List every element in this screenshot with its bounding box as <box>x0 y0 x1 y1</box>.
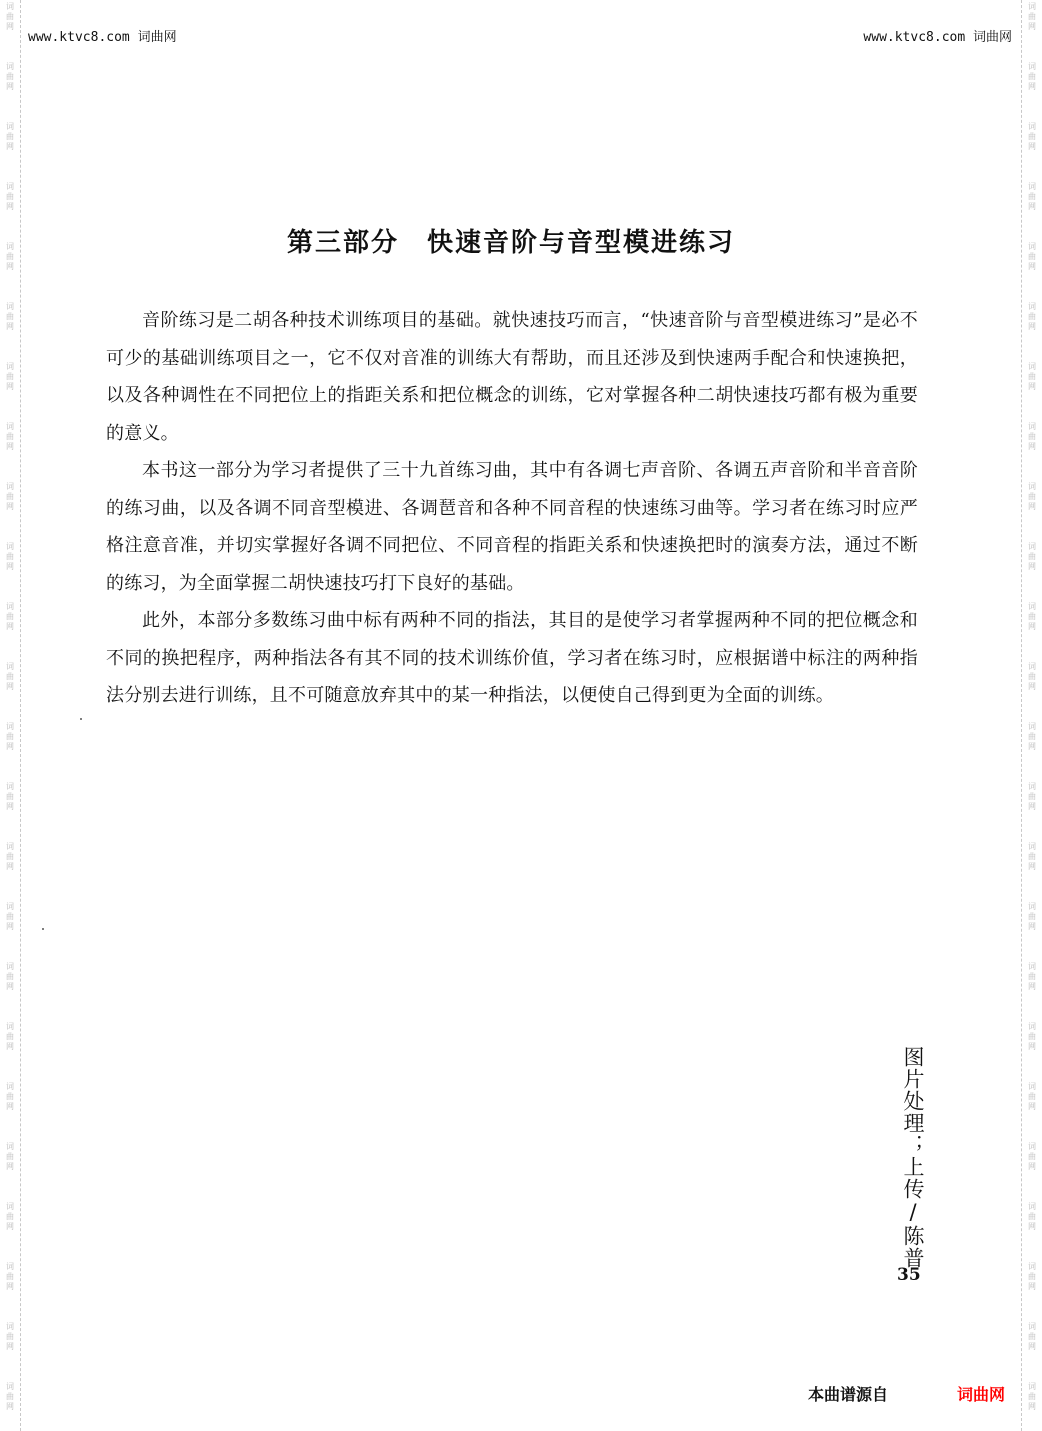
watermark-stamp-left <box>0 482 20 512</box>
watermark-glyph: 词 <box>1028 302 1036 311</box>
watermark-glyph: 词 <box>6 2 14 11</box>
watermark-glyph: 曲 <box>6 1212 14 1221</box>
watermark-glyph: 曲 <box>6 492 14 501</box>
watermark-glyph: 曲 <box>1028 1272 1036 1281</box>
watermark-stamp-right <box>1022 902 1042 932</box>
watermark-glyph: 网 <box>6 1282 14 1291</box>
watermark-glyph: 网 <box>1028 1282 1036 1291</box>
watermark-glyph: 词 <box>1028 1262 1036 1271</box>
watermark-glyph: 词 <box>1028 962 1036 971</box>
watermark-glyph: 曲 <box>1028 1392 1036 1401</box>
watermark-glyph: 曲 <box>1028 612 1036 621</box>
watermark-stamp-right <box>1022 842 1042 872</box>
watermark-stamp-left <box>0 662 20 692</box>
watermark-glyph: 网 <box>6 202 14 211</box>
watermark-glyph: 网 <box>6 1222 14 1231</box>
watermark-glyph: 词 <box>1028 122 1036 131</box>
header-site-left: www.ktvc8.com 词曲网 <box>28 30 177 45</box>
watermark-glyph: 曲 <box>6 792 14 801</box>
watermark-glyph: 曲 <box>1028 852 1036 861</box>
watermark-stamp-left <box>0 362 20 392</box>
watermark-glyph: 曲 <box>1028 192 1036 201</box>
scan-speck <box>80 718 82 720</box>
watermark-stamp-right <box>1022 2 1042 32</box>
watermark-glyph: 曲 <box>6 912 14 921</box>
paragraph-3: 此外，本部分多数练习曲中标有两种不同的指法，其目的是使学习者掌握两种不同的把位概念和不同的换把程序，两种指法各有其不同的技术训练价值，学习者在练习时，应根据谱中标注的两种指法分别去进行训练，且不可随意放弃其中的某一种指法，以便使自己得到更为全面的训练。 <box>106 610 918 706</box>
watermark-glyph: 曲 <box>6 852 14 861</box>
watermark-stamp-right <box>1022 122 1042 152</box>
watermark-glyph: 曲 <box>1028 492 1036 501</box>
scan-speck <box>42 928 44 930</box>
watermark-glyph: 词 <box>1028 542 1036 551</box>
watermark-glyph: 网 <box>1028 82 1036 91</box>
watermark-glyph: 曲 <box>1028 1212 1036 1221</box>
watermark-glyph: 曲 <box>1028 252 1036 261</box>
watermark-stamp-right <box>1022 1382 1042 1412</box>
watermark-glyph: 网 <box>6 442 14 451</box>
watermark-glyph: 词 <box>6 1142 14 1151</box>
watermark-stamp-right <box>1022 482 1042 512</box>
watermark-glyph: 词 <box>6 1022 14 1031</box>
watermark-glyph: 词 <box>6 602 14 611</box>
watermark-stamp-left <box>0 602 20 632</box>
watermark-glyph: 词 <box>6 1082 14 1091</box>
watermark-glyph: 曲 <box>6 1392 14 1401</box>
watermark-glyph: 词 <box>1028 242 1036 251</box>
watermark-glyph: 曲 <box>6 132 14 141</box>
watermark-glyph: 网 <box>6 622 14 631</box>
watermark-glyph: 网 <box>1028 922 1036 931</box>
watermark-glyph: 词 <box>1028 1322 1036 1331</box>
watermark-glyph: 曲 <box>6 1032 14 1041</box>
watermark-glyph: 词 <box>6 842 14 851</box>
watermark-stamp-right <box>1022 1022 1042 1052</box>
watermark-glyph: 词 <box>1028 2 1036 11</box>
watermark-glyph: 网 <box>6 262 14 271</box>
page-number: 35 <box>897 1265 921 1285</box>
watermark-glyph: 曲 <box>1028 1092 1036 1101</box>
watermark-glyph: 曲 <box>6 552 14 561</box>
watermark-stamp-right <box>1022 1202 1042 1232</box>
watermark-glyph: 曲 <box>1028 132 1036 141</box>
header-site-right: www.ktvc8.com 词曲网 <box>863 30 1012 45</box>
watermark-stamp-left <box>0 962 20 992</box>
watermark-stamp-right <box>1022 722 1042 752</box>
watermark-stamp-right <box>1022 1322 1042 1352</box>
watermark-glyph: 网 <box>6 82 14 91</box>
watermark-glyph: 词 <box>6 62 14 71</box>
watermark-glyph: 网 <box>1028 1342 1036 1351</box>
watermark-glyph: 网 <box>6 802 14 811</box>
watermark-glyph: 曲 <box>1028 732 1036 741</box>
watermark-glyph: 曲 <box>6 1272 14 1281</box>
watermark-stamp-right <box>1022 422 1042 452</box>
article-body <box>106 302 918 715</box>
watermark-glyph: 网 <box>1028 262 1036 271</box>
watermark-glyph: 曲 <box>1028 372 1036 381</box>
watermark-stamp-right <box>1022 62 1042 92</box>
watermark-glyph: 曲 <box>6 432 14 441</box>
watermark-glyph: 词 <box>1028 902 1036 911</box>
watermark-glyph: 网 <box>6 1102 14 1111</box>
watermark-glyph: 曲 <box>6 732 14 741</box>
watermark-glyph: 词 <box>1028 422 1036 431</box>
watermark-glyph: 曲 <box>1028 312 1036 321</box>
watermark-stamp-right <box>1022 242 1042 272</box>
watermark-glyph: 曲 <box>6 12 14 21</box>
watermark-glyph: 词 <box>1028 602 1036 611</box>
watermark-stamp-left <box>0 302 20 332</box>
watermark-stamp-right <box>1022 1142 1042 1172</box>
watermark-glyph: 词 <box>6 1202 14 1211</box>
watermark-glyph: 曲 <box>1028 1332 1036 1341</box>
watermark-glyph: 曲 <box>1028 792 1036 801</box>
watermark-glyph: 网 <box>6 1342 14 1351</box>
watermark-stamp-right <box>1022 962 1042 992</box>
watermark-glyph: 词 <box>1028 62 1036 71</box>
watermark-glyph: 网 <box>6 742 14 751</box>
watermark-glyph: 词 <box>1028 842 1036 851</box>
watermark-glyph: 曲 <box>1028 912 1036 921</box>
watermark-stamp-right <box>1022 1082 1042 1112</box>
watermark-stamp-right <box>1022 362 1042 392</box>
watermark-stamp-left <box>0 722 20 752</box>
watermark-glyph: 网 <box>1028 1042 1036 1051</box>
watermark-stamp-left <box>0 242 20 272</box>
watermark-glyph: 网 <box>1028 562 1036 571</box>
watermark-glyph: 网 <box>1028 622 1036 631</box>
watermark-glyph: 曲 <box>6 372 14 381</box>
watermark-glyph: 曲 <box>6 312 14 321</box>
watermark-glyph: 曲 <box>1028 432 1036 441</box>
watermark-glyph: 词 <box>1028 662 1036 671</box>
watermark-glyph: 曲 <box>1028 1032 1036 1041</box>
watermark-glyph: 网 <box>1028 742 1036 751</box>
watermark-glyph: 曲 <box>1028 1152 1036 1161</box>
watermark-glyph: 词 <box>6 662 14 671</box>
watermark-stamp-left <box>0 62 20 92</box>
watermark-glyph: 词 <box>6 902 14 911</box>
watermark-glyph: 网 <box>1028 1102 1036 1111</box>
watermark-stamp-right <box>1022 782 1042 812</box>
watermark-glyph: 网 <box>6 1042 14 1051</box>
watermark-glyph: 曲 <box>6 672 14 681</box>
watermark-glyph: 曲 <box>6 72 14 81</box>
watermark-stamp-left <box>0 1202 20 1232</box>
watermark-glyph: 网 <box>1028 322 1036 331</box>
watermark-glyph: 网 <box>1028 862 1036 871</box>
watermark-glyph: 网 <box>1028 142 1036 151</box>
watermark-stamp-right <box>1022 662 1042 692</box>
paragraph-1: 音阶练习是二胡各种技术训练项目的基础。就快速技巧而言，“快速音阶与音型模进练习”是必不可少的基础训练项目之一，它不仅对音准的训练大有帮助，而且还涉及到快速两手配合和快速换把，以及各种调性在不同把位上的指距关系和把位概念的训练，它对掌握各种二胡快速技巧都有极为重要的意义。 <box>106 310 918 444</box>
watermark-glyph: 网 <box>6 922 14 931</box>
watermark-glyph: 词 <box>6 962 14 971</box>
watermark-stamp-left <box>0 1022 20 1052</box>
watermark-stamp-left <box>0 782 20 812</box>
watermark-glyph: 曲 <box>6 192 14 201</box>
watermark-glyph: 曲 <box>6 1332 14 1341</box>
watermark-glyph: 词 <box>1028 1022 1036 1031</box>
watermark-glyph: 网 <box>1028 22 1036 31</box>
watermark-glyph: 词 <box>6 542 14 551</box>
watermark-glyph: 网 <box>1028 1222 1036 1231</box>
watermark-glyph: 词 <box>6 422 14 431</box>
watermark-glyph: 曲 <box>6 612 14 621</box>
watermark-stamp-left <box>0 122 20 152</box>
watermark-stamp-right <box>1022 1262 1042 1292</box>
watermark-glyph: 网 <box>1028 1402 1036 1411</box>
watermark-glyph: 网 <box>6 562 14 571</box>
watermark-glyph: 曲 <box>1028 972 1036 981</box>
watermark-stamp-left <box>0 182 20 212</box>
paragraph-2: 本书这一部分为学习者提供了三十九首练习曲，其中有各调七声音阶、各调五声音阶和半音音阶的练习曲，以及各调不同音型模进、各调琶音和各种不同音程的快速练习曲等。学习者在练习时应严格注意音准，并切实掌握好各调不同把位、不同音程的指距关系和快速换把时的演奏方法，通过不断的练习，为全面掌握二胡快速技巧打下良好的基础。 <box>106 460 918 594</box>
watermark-glyph: 曲 <box>1028 552 1036 561</box>
watermark-glyph: 网 <box>1028 442 1036 451</box>
watermark-glyph: 词 <box>6 242 14 251</box>
watermark-glyph: 网 <box>1028 1162 1036 1171</box>
watermark-stamp-right <box>1022 182 1042 212</box>
watermark-glyph: 词 <box>6 782 14 791</box>
watermark-stamp-left <box>0 1322 20 1352</box>
watermark-glyph: 网 <box>1028 682 1036 691</box>
watermark-glyph: 词 <box>1028 482 1036 491</box>
watermark-stamp-left <box>0 902 20 932</box>
watermark-stamp-left <box>0 1382 20 1412</box>
watermark-glyph: 词 <box>1028 1082 1036 1091</box>
watermark-glyph: 网 <box>6 982 14 991</box>
watermark-glyph: 词 <box>6 722 14 731</box>
watermark-glyph: 词 <box>6 1322 14 1331</box>
watermark-glyph: 词 <box>1028 1202 1036 1211</box>
watermark-glyph: 网 <box>6 382 14 391</box>
watermark-glyph: 词 <box>6 482 14 491</box>
watermark-stamp-left <box>0 1142 20 1172</box>
watermark-glyph: 词 <box>6 182 14 191</box>
watermark-glyph: 网 <box>1028 382 1036 391</box>
watermark-glyph: 网 <box>1028 982 1036 991</box>
watermark-glyph: 网 <box>1028 502 1036 511</box>
watermark-glyph: 网 <box>1028 802 1036 811</box>
watermark-glyph: 曲 <box>1028 72 1036 81</box>
watermark-stamp-right <box>1022 302 1042 332</box>
watermark-glyph: 词 <box>6 302 14 311</box>
watermark-glyph: 曲 <box>6 252 14 261</box>
watermark-glyph: 网 <box>6 322 14 331</box>
watermark-glyph: 网 <box>6 502 14 511</box>
watermark-glyph: 词 <box>6 122 14 131</box>
watermark-glyph: 曲 <box>6 972 14 981</box>
watermark-stamp-left <box>0 842 20 872</box>
watermark-stamp-left <box>0 422 20 452</box>
watermark-stamp-right <box>1022 602 1042 632</box>
watermark-glyph: 曲 <box>6 1152 14 1161</box>
watermark-glyph: 词 <box>1028 1382 1036 1391</box>
watermark-glyph: 网 <box>6 142 14 151</box>
watermark-stamp-left <box>0 1262 20 1292</box>
watermark-glyph: 词 <box>1028 362 1036 371</box>
watermark-glyph: 网 <box>6 682 14 691</box>
watermark-glyph: 词 <box>6 1382 14 1391</box>
watermark-glyph: 网 <box>6 1162 14 1171</box>
watermark-glyph: 词 <box>1028 722 1036 731</box>
watermark-glyph: 词 <box>6 362 14 371</box>
watermark-glyph: 网 <box>6 22 14 31</box>
watermark-stamp-left <box>0 1082 20 1112</box>
watermark-glyph: 词 <box>1028 782 1036 791</box>
watermark-glyph: 曲 <box>1028 12 1036 21</box>
watermark-stamp-left <box>0 542 20 572</box>
watermark-stamp-right <box>1022 542 1042 572</box>
watermark-glyph: 词 <box>1028 182 1036 191</box>
watermark-glyph: 网 <box>6 862 14 871</box>
source-site-link[interactable]: 词曲网 <box>957 1385 1006 1404</box>
upload-credit: 图片处理；上传/陈普 <box>901 1046 925 1269</box>
watermark-glyph: 网 <box>1028 202 1036 211</box>
watermark-stamp-left <box>0 2 20 32</box>
source-label: 本曲谱源自 <box>808 1385 889 1404</box>
watermark-glyph: 网 <box>6 1402 14 1411</box>
watermark-glyph: 词 <box>6 1262 14 1271</box>
watermark-glyph: 曲 <box>1028 672 1036 681</box>
watermark-glyph: 词 <box>1028 1142 1036 1151</box>
page-title: 第三部分 快速音阶与音型模进练习 <box>286 228 735 258</box>
watermark-glyph: 曲 <box>6 1092 14 1101</box>
